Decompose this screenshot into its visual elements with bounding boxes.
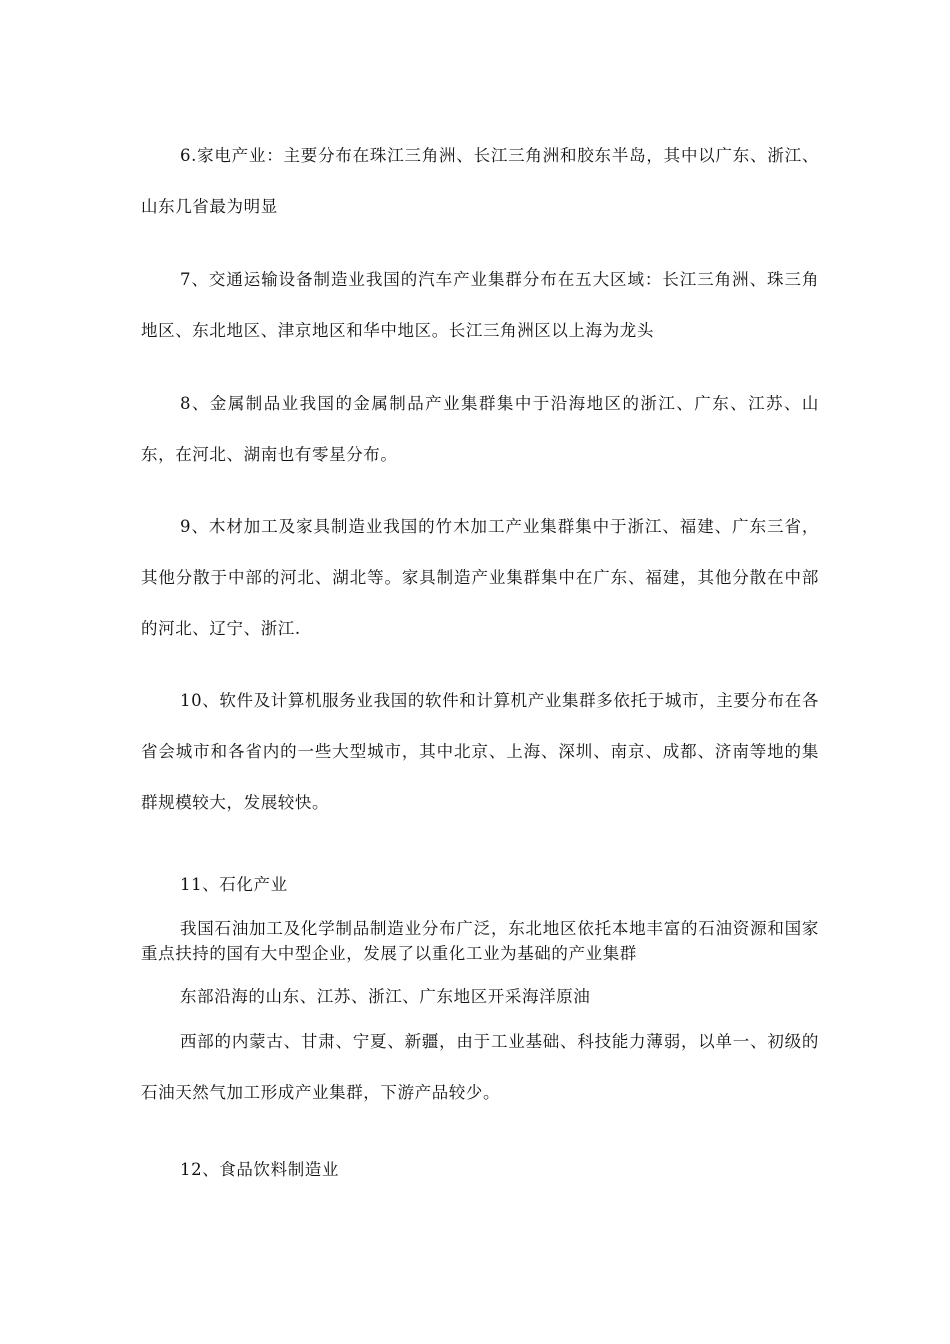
- paragraph-petrochemical-overview: 我国石油加工及化学制品制造业分布广泛，东北地区依托本地丰富的石油资源和国家重点扶持的国有大中型企业，发展了以重化工业为基础的产业集群: [141, 919, 819, 963]
- paragraph-petrochemical-east: 东部沿海的山东、江苏、浙江、广东地区开采海洋原油: [180, 987, 591, 1006]
- paragraph-petrochemical-west: 西部的内蒙古、甘肃、宁夏、新疆，由于工业基础、科技能力薄弱，以单一、初级的石油天然气加工形成产业集群，下游产品较少。: [141, 1032, 819, 1102]
- paragraph-metal-products: 8、金属制品业我国的金属制品产业集群集中于沿海地区的浙江、广东、江苏、山东，在河北、湖南也有零星分布。: [141, 394, 819, 464]
- heading-food-beverage: 12、食品饮料制造业: [180, 1160, 339, 1179]
- paragraph-software-computer: 10、软件及计算机服务业我国的软件和计算机产业集群多依托于城市，主要分布在各省会城市和各省内的一些大型城市，其中北京、上海、深圳、南京、成都、济南等地的集群规模较大，发展较快。: [141, 691, 819, 812]
- heading-petrochemical: 11、石化产业: [180, 875, 288, 894]
- paragraph-appliance-industry: 6.家电产业：主要分布在珠江三角洲、长江三角洲和胶东半岛，其中以广东、浙江、山东几省最为明显: [141, 146, 819, 216]
- paragraph-transport-equipment: 7、交通运输设备制造业我国的汽车产业集群分布在五大区域：长江三角洲、珠三角地区、东北地区、津京地区和华中地区。长江三角洲区以上海为龙头: [141, 270, 819, 340]
- paragraph-wood-furniture: 9、木材加工及家具制造业我国的竹木加工产业集群集中于浙江、福建、广东三省，其他分散于中部的河北、湖北等。家具制造产业集群集中在广东、福建，其他分散在中部的河北、辽宁、浙江.: [141, 517, 819, 638]
